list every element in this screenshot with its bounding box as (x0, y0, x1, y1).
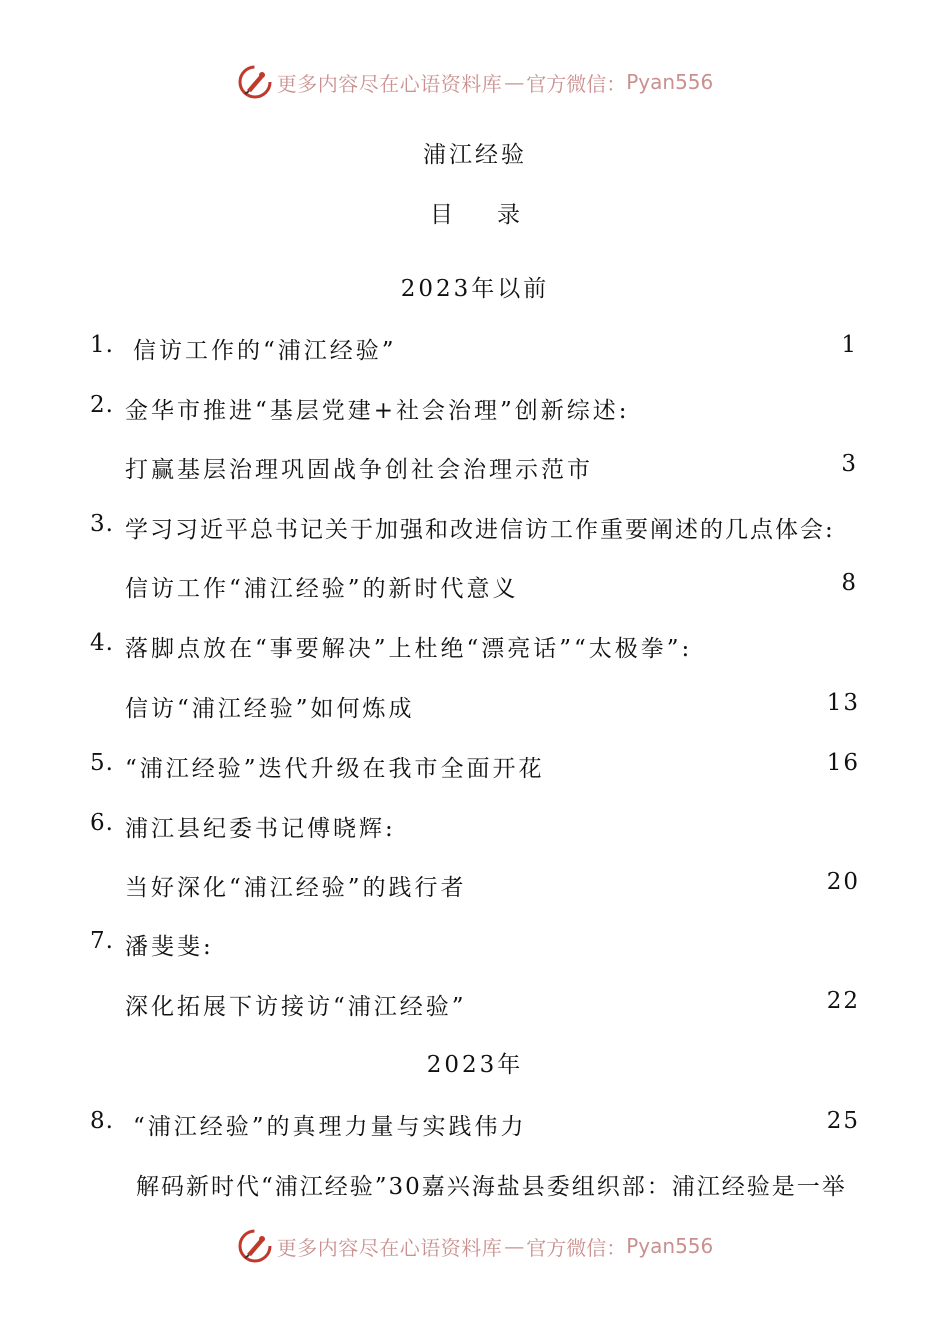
logo-icon (237, 1228, 273, 1264)
toc-entry-subtitle: 信访工作“浦江经验”的新时代意义 (125, 576, 519, 602)
toc-entry-page: 1 (841, 332, 858, 358)
document-title: 浦江经验 (423, 142, 527, 168)
watermark-text: 更多内容尽在心语资料库 (276, 1235, 503, 1260)
toc-entry-number: 3. (90, 511, 114, 537)
toc-entry-6-continuation[interactable] (0, 869, 950, 903)
section-heading-before-2023: 2023年以前 (400, 276, 550, 302)
toc-entry-page: 22 (826, 988, 860, 1014)
toc-entry-page: 13 (826, 690, 860, 716)
toc-entry-title: 落脚点放在“事要解决”上杜绝“漂亮话”“太极拳”: (125, 636, 693, 662)
toc-entry-1[interactable] (0, 332, 950, 366)
toc-entry-page: 16 (826, 750, 860, 776)
toc-entry-subtitle: 当好深化“浦江经验”的践行者 (125, 875, 467, 901)
toc-heading-right: 录 (497, 202, 520, 228)
toc-entry-2[interactable] (0, 392, 950, 426)
toc-entry-title: 浦江县纪委书记傅晓辉: (125, 816, 396, 842)
toc-entry-title: 信访工作的“浦江经验” (133, 338, 397, 364)
toc-entry-4[interactable] (0, 630, 950, 664)
toc-entry-3[interactable] (0, 511, 950, 545)
watermark-contact-label: 官方微信： (526, 71, 627, 96)
toc-entry-title: “浦江经验”的真理力量与实践伟力 (133, 1114, 527, 1140)
toc-entry-number: 6. (90, 810, 114, 836)
toc-entry-5[interactable] (0, 750, 950, 784)
toc-entry-subtitle: 信访“浦江经验”如何炼成 (125, 696, 415, 722)
toc-entry-title: 潘斐斐: (125, 934, 214, 960)
watermark-text: 更多内容尽在心语资料库 (276, 71, 503, 96)
toc-entry-7[interactable] (0, 928, 950, 962)
toc-entry-8[interactable] (0, 1108, 950, 1142)
toc-entry-number: 5. (90, 750, 114, 776)
toc-entry-number: 2. (90, 392, 114, 418)
watermark-wechat-id: Pyan556 (626, 1234, 714, 1258)
toc-trailing-text: 解码新时代“浦江经验”30嘉兴海盐县委组织部：浦江经验是一举 (136, 1174, 847, 1200)
toc-entry-page: 25 (826, 1108, 860, 1134)
toc-entry-subtitle: 深化拓展下访接访“浦江经验” (125, 994, 467, 1020)
toc-entry-4-continuation[interactable] (0, 690, 950, 724)
toc-heading (0, 196, 950, 229)
toc-entry-page: 20 (826, 869, 860, 895)
watermark-wechat-id: Pyan556 (626, 70, 714, 94)
toc-entry-2-continuation[interactable] (0, 451, 950, 485)
toc-entry-page: 3 (841, 451, 858, 477)
toc-entry-page: 8 (841, 570, 858, 596)
toc-heading-left: 目 (430, 202, 453, 228)
section-heading-2023: 2023年 (426, 1052, 524, 1078)
toc-entry-number: 8. (90, 1108, 114, 1134)
toc-entry-title: “浦江经验”迭代升级在我市全面开花 (125, 756, 545, 782)
toc-entry-3-continuation[interactable] (0, 570, 950, 604)
toc-entry-7-continuation[interactable] (0, 988, 950, 1022)
toc-entry-title: 学习习近平总书记关于加强和改进信访工作重要阐述的几点体会: (125, 517, 835, 543)
watermark-dash: — (504, 70, 525, 94)
toc-entry-number: 1. (90, 332, 114, 358)
toc-trailing-line[interactable] (0, 1168, 950, 1202)
watermark-banner-top (0, 62, 950, 102)
toc-entry-number: 7. (90, 928, 114, 954)
toc-entry-subtitle: 打赢基层治理巩固战争创社会治理示范市 (125, 457, 593, 483)
watermark-banner-bottom (0, 1226, 950, 1266)
toc-entry-6[interactable] (0, 810, 950, 844)
logo-icon (237, 64, 273, 100)
toc-entry-number: 4. (90, 630, 114, 656)
watermark-contact-label: 官方微信： (526, 1235, 627, 1260)
watermark-dash: — (504, 1234, 525, 1258)
toc-entry-title: 金华市推进“基层党建+社会治理”创新综述: (125, 398, 630, 424)
